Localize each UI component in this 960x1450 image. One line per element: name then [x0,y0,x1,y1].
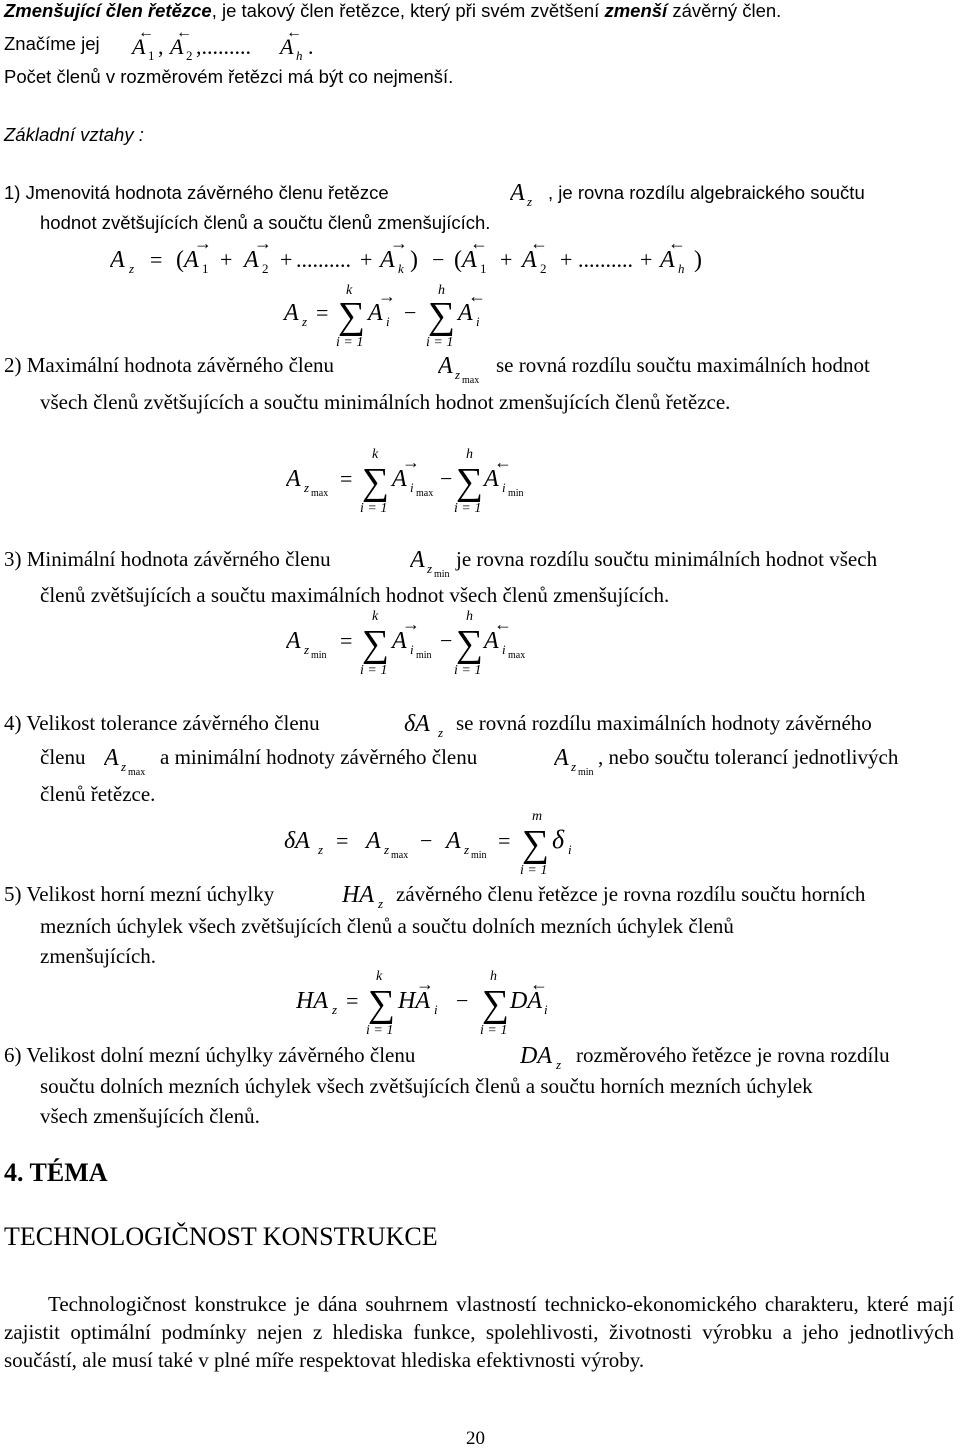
svg-text:..........: .......... [578,247,633,272]
item-3-formula [286,602,546,678]
svg-text:min: min [416,650,432,661]
svg-text:A: A [484,628,499,654]
svg-text:A: A [510,180,525,206]
svg-text:max: max [311,488,329,499]
svg-text:i: i [568,842,572,857]
svg-text:k: k [346,283,353,298]
svg-text:z: z [527,194,533,209]
svg-text:→: → [390,235,408,253]
svg-text:=: = [316,300,329,325]
svg-text:∑: ∑ [482,983,510,1025]
item-4-zmin-symbol [554,737,604,777]
svg-text:←: ← [494,614,512,634]
svg-text:←: ← [470,235,488,253]
svg-text:→: → [402,452,420,472]
svg-text:h: h [438,283,445,298]
item-3-text-a: Minimální hodnota závěrného členu [26,547,331,571]
svg-text:+: + [640,247,653,272]
svg-text:→: → [194,235,212,253]
svg-text:δ: δ [552,825,565,854]
page-number: 20 [466,1428,485,1449]
svg-text:A: A [286,628,301,654]
item-3-line-2: členů zvětšujících a součtu maximálních hodnot všech členů zmenšujících. [40,583,670,607]
svg-text:min: min [578,767,594,777]
svg-text:i: i [410,480,414,495]
svg-text:2: 2 [186,48,193,63]
svg-text:i: i [502,642,506,657]
svg-text:max: max [128,767,146,777]
svg-text:A: A [410,547,425,573]
svg-text:z: z [455,367,461,382]
item-2-formula [286,440,546,516]
item-1-text-b: , je rovna rozdílu algebraického součtu [548,182,865,203]
item-4-line-2a: členu [40,745,86,769]
svg-text:..........: .......... [296,247,351,272]
item-2-text-a: Maximální hodnota závěrného členu [26,353,335,377]
svg-text:DA: DA [520,1043,552,1069]
svg-text:z: z [464,842,470,857]
svg-text:DA: DA [510,988,542,1014]
item-3-text-b: je rovna rozdílu součtu minimálních hodnot všech [456,547,878,571]
svg-text:z: z [556,1057,562,1072]
svg-text:z: z [302,314,308,329]
svg-text:,: , [158,34,164,59]
item-6-text-b: rozměrového řetězce je rovna rozdílu [576,1043,890,1067]
item-6-text-a: Velikost dolní mezní úchylky závěrného členu [26,1043,416,1067]
svg-text:A: A [462,247,477,273]
item-4-text-b: se rovná rozdílu maximálních hodnoty závěrného [456,711,872,735]
svg-text:HA: HA [342,882,374,908]
notation-formula [130,24,330,64]
svg-text:min: min [434,569,450,579]
svg-text:z: z [384,842,390,857]
svg-text:z: z [378,896,384,911]
svg-text:HA: HA [398,988,430,1014]
svg-text:=: = [498,828,511,853]
item-3-inline-symbol [410,539,460,579]
svg-text:h: h [296,48,303,63]
svg-text:max: max [462,375,480,385]
svg-text:): ) [410,247,418,273]
svg-text:1: 1 [148,48,155,63]
svg-text:max: max [508,650,526,661]
item-4-formula [284,806,604,878]
svg-text:←: ← [530,974,548,994]
section-number: 4. TÉMA [4,1158,108,1187]
svg-text:(: ( [176,247,184,273]
svg-text:i = 1: i = 1 [454,501,482,516]
svg-text:←: ← [668,235,686,253]
svg-text:=: = [336,828,349,853]
item-1-formula-sum [282,278,522,350]
item-6-line-2: součtu dolních mezních úchylek všech zvětšujících členů a součtu horních mezních úchylek [40,1074,813,1098]
svg-text:A: A [170,34,184,59]
svg-text:A: A [554,745,569,771]
svg-text:A: A [280,34,294,59]
svg-text:A: A [392,628,407,654]
notation-prefix: Značíme jej [4,33,100,54]
svg-text:←: ← [468,286,486,306]
item-3-number: 3) [4,547,22,571]
svg-text:−: − [440,628,453,653]
svg-text:A: A [484,466,499,492]
svg-text:A: A [380,247,395,273]
svg-text:k: k [376,969,383,984]
item-4-zmax-symbol [104,737,154,777]
svg-text:←: ← [286,24,302,41]
svg-text:=: = [150,247,163,272]
svg-text:A: A [286,466,301,492]
item-2-line-1 [4,353,334,378]
intro-def-end: závěrný člen. [667,0,782,21]
svg-text:h: h [490,969,497,984]
intro-line-1 [4,0,781,22]
svg-text:∑: ∑ [456,623,484,665]
svg-text:A: A [184,247,199,273]
svg-text:i = 1: i = 1 [454,663,482,678]
svg-text:1: 1 [202,261,209,276]
svg-text:m: m [532,809,543,824]
svg-text:A: A [104,745,119,771]
svg-text:∑: ∑ [456,461,484,503]
item-6-line-3: všech zmenšujících členů. [40,1104,260,1128]
item-4-line-2b: a minimální hodnoty závěrného členu [160,745,478,769]
item-2-number: 2) [4,353,22,377]
svg-text:HA: HA [296,988,328,1014]
term-bold: Zmenšující člen řetězce [4,0,212,21]
svg-text:i = 1: i = 1 [480,1023,508,1038]
item-6-number: 6) [4,1043,22,1067]
item-4-line-2c: , nebo součtu tolerancí jednotlivých [598,745,899,769]
svg-text:+: + [560,247,573,272]
svg-text:2: 2 [262,261,269,276]
svg-text:z: z [129,261,135,276]
svg-text:z: z [304,480,310,495]
svg-text:∑: ∑ [522,823,550,865]
svg-text:+: + [500,247,513,272]
svg-text:∑: ∑ [368,983,396,1025]
svg-text:=: = [340,628,353,653]
item-4-line-1 [4,711,320,736]
svg-text:max: max [391,850,409,861]
svg-text:A: A [392,466,407,492]
item-6-line-1 [4,1043,415,1068]
svg-text:−: − [420,828,433,853]
svg-text:i = 1: i = 1 [520,863,548,878]
svg-text:min: min [311,650,327,661]
svg-text:i: i [502,480,506,495]
item-4-inline-symbol [404,703,460,743]
svg-text:2: 2 [540,261,547,276]
item-1-line-2: hodnot zvětšujících členů a součtu členů zmenšujících. [40,212,491,233]
svg-text:1: 1 [480,261,487,276]
svg-text:min: min [471,850,487,861]
item-2-text-b: se rovná rozdílu součtu maximálních hodnot [496,353,870,377]
svg-text:→: → [402,614,420,634]
svg-text:i: i [476,314,480,329]
svg-text:=: = [340,466,353,491]
count-sentence: Počet členů v rozměrovém řetězci má být co nejmenší. [4,66,454,87]
item-3-line-1 [4,547,331,572]
svg-text:z: z [332,1002,338,1017]
svg-text:z: z [571,759,577,774]
item-5-line-1 [4,882,274,907]
svg-text:k: k [398,261,404,276]
svg-text:z: z [121,759,127,774]
svg-text:): ) [694,247,702,273]
svg-text:k: k [372,609,379,624]
svg-text:−: − [456,988,469,1013]
svg-text:A: A [522,247,537,273]
svg-text:i: i [434,1002,438,1017]
svg-text:←: ← [176,24,192,41]
svg-text:∑: ∑ [362,623,390,665]
svg-text:i = 1: i = 1 [366,1023,394,1038]
svg-text:i = 1: i = 1 [360,501,388,516]
item-5-text-a: Velikost horní mezní úchylky [26,882,275,906]
svg-text:min: min [508,488,524,499]
svg-text:A: A [446,828,461,854]
svg-text:A: A [284,300,299,326]
item-5-line-2: mezních úchylek všech zvětšujících členů a součtu dolních mezních úchylek členů [40,914,734,938]
svg-text:A: A [660,247,675,273]
item-1-text-a: Jmenovitá hodnota závěrného členu řetězce [25,182,389,203]
svg-text:A: A [368,300,383,326]
svg-text:−: − [404,300,417,325]
intro-def-emphasis: zmenší [604,0,668,21]
svg-text:h: h [678,261,685,276]
svg-text:←: ← [138,24,154,41]
svg-text:+: + [280,247,293,272]
svg-text:z: z [318,842,324,857]
item-5-text-b: závěrného členu řetězce je rovna rozdílu součtu horních [396,882,866,906]
svg-text:A: A [244,247,259,273]
svg-text:z: z [304,642,310,657]
svg-text:i: i [386,314,390,329]
item-6-inline-symbol [520,1035,576,1075]
svg-text:δA: δA [284,828,310,854]
svg-text:→: → [378,286,396,306]
svg-text:∑: ∑ [338,295,366,337]
svg-text:z: z [427,561,433,576]
svg-text:←: ← [530,235,548,253]
svg-text:∑: ∑ [428,295,456,337]
svg-text:,.........: ,......... [196,34,251,59]
svg-text:k: k [372,447,379,462]
svg-text:.: . [308,34,314,59]
svg-text:A: A [438,353,453,379]
svg-text:A: A [132,34,146,59]
item-1-number: 1) [4,182,21,203]
svg-text:δA: δA [404,711,430,737]
svg-text:−: − [440,466,453,491]
svg-text:∑: ∑ [362,461,390,503]
svg-text:h: h [466,447,473,462]
item-4-text-a: Velikost tolerance závěrného členu [26,711,320,735]
svg-text:=: = [346,988,359,1013]
svg-text:→: → [416,974,434,994]
item-4-line-3: členů řetězce. [40,782,156,806]
basics-heading: Základní vztahy : [4,124,144,145]
svg-text:h: h [466,609,473,624]
svg-text:i = 1: i = 1 [360,663,388,678]
svg-text:←: ← [494,452,512,472]
item-5-inline-symbol [342,874,398,914]
item-4-number: 4) [4,711,22,735]
svg-text:i: i [410,642,414,657]
svg-text:i: i [544,1002,548,1017]
intro-def-text: , je takový člen řetězce, který při svém zvětšení [211,0,605,21]
item-5-number: 5) [4,882,22,906]
svg-text:→: → [254,235,272,253]
svg-text:A: A [110,247,125,273]
section-paragraph: Technologičnost konstrukce je dána souhrnem vlastností technicko-ekonomického charakteru, které mají zajistit optimální podmínky nejen z hlediska funkce, spolehlivosti, životnosti výrobku a jeho jednotlivých součástí, ale musí také v plné míře respektovat hlediska efektivnosti výroby. [4,1292,954,1372]
svg-text:(: ( [454,247,462,273]
svg-text:A: A [458,300,473,326]
svg-text:−: − [432,247,445,272]
intro-notation-line [4,33,100,55]
svg-text:i = 1: i = 1 [426,335,454,350]
svg-text:+: + [360,247,373,272]
item-5-formula [296,966,576,1038]
item-1-inline-symbol [510,172,550,212]
item-2-inline-symbol [438,345,488,385]
svg-text:max: max [416,488,434,499]
svg-text:A: A [366,828,381,854]
svg-text:+: + [220,247,233,272]
svg-text:z: z [438,725,444,740]
item-2-line-2: všech členů zvětšujících a součtu minimálních hodnot zmenšujících členů řetězce. [40,390,731,414]
section-title: TECHNOLOGIČNOST KONSTRUKCE [4,1222,438,1251]
item-5-line-3: zmenšujících. [40,944,157,968]
svg-text:i = 1: i = 1 [336,335,364,350]
